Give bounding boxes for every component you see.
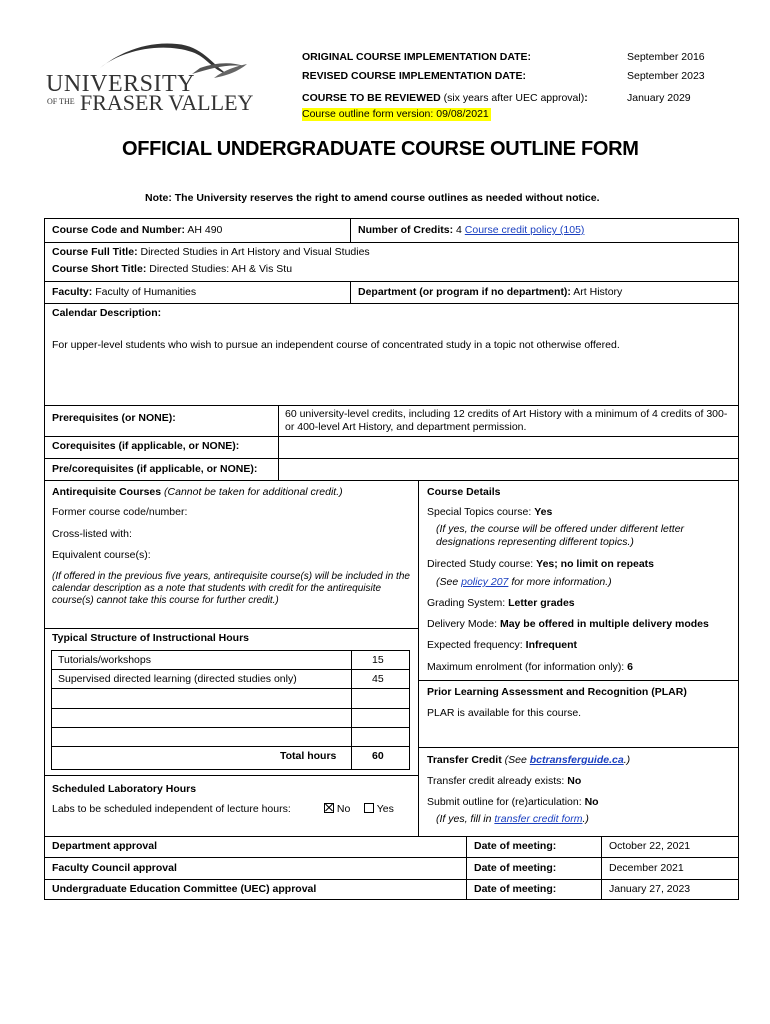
transfer-credit-form-link[interactable]: transfer credit form: [494, 813, 583, 825]
review-date-value: January 2029: [627, 92, 691, 104]
plar-text: PLAR is available for this course.: [427, 707, 582, 719]
approval-date-label: Date of meeting:: [474, 840, 557, 852]
amend-note: Note: The University reserves the right to amend course outlines as needed without notice.: [145, 192, 600, 204]
hours-table: [51, 650, 410, 770]
policy-207-link[interactable]: policy 207: [461, 576, 509, 588]
faculty: Faculty: Faculty of Humanities: [52, 286, 197, 298]
course-full-title: Course Full Title: Directed Studies in Art History and Visual Studies: [52, 246, 370, 258]
antireq-cross: Cross-listed with:: [52, 528, 132, 540]
precoreq-label: Pre/corequisites (if applicable, or NONE):: [52, 463, 258, 475]
hours-row-value: 45: [372, 673, 384, 685]
special-topics-note: (If yes, the course will be offered under different letter designations representing different topics.): [436, 523, 685, 548]
review-date-note: (six years after UEC approval): [443, 92, 585, 104]
revised-date-label: REVISED COURSE IMPLEMENTATION DATE:: [302, 70, 527, 82]
review-date-label: COURSE TO BE REVIEWED: [302, 92, 441, 104]
logo-of-the: OF THE: [47, 97, 75, 106]
antireq-note: (If offered in the previous five years, antirequisite course(s) will be included in the calendar description as a note that students with credit for the antirequisite course(s) cannot take this course for further credit.): [52, 571, 410, 606]
details-title: Course Details: [427, 486, 501, 498]
form-version: Course outline form version: 09/08/2021: [302, 108, 489, 120]
course-short-title: Course Short Title: Directed Studies: AH & Vis Stu: [52, 263, 293, 275]
approval-date-label: Date of meeting:: [474, 862, 557, 874]
approval-label: Faculty Council approval: [52, 862, 177, 874]
prereq-value: 60 university-level credits, including 12 credits of Art History with a minimum of 4 credits of 300- or 400-level Art History, and department permission.: [285, 408, 728, 433]
approval-date: January 27, 2023: [609, 883, 691, 895]
lab-yes-option[interactable]: Yes: [364, 803, 394, 816]
review-date-row: [302, 92, 588, 105]
approval-label: Undergraduate Education Committee (UEC) approval: [52, 883, 317, 895]
expected-frequency: Expected frequency: Infrequent: [427, 639, 577, 651]
hours-row-value: 15: [372, 654, 384, 666]
total-hours-value: 60: [372, 750, 384, 762]
course-code: Course Code and Number: AH 490: [52, 224, 223, 236]
lab-question: Labs to be scheduled independent of lecture hours:: [52, 803, 291, 815]
coreq-label: Corequisites (if applicable, or NONE):: [52, 440, 240, 452]
department: Department (or program if no department): Art History: [358, 286, 623, 298]
original-date-value: September 2016: [627, 51, 705, 63]
lab-no-option[interactable]: No: [324, 803, 350, 816]
ufv-logo: [42, 40, 252, 120]
transfer-exists: Transfer credit already exists: No: [427, 775, 582, 787]
revised-date-value: September 2023: [627, 70, 705, 82]
antireq-former: Former course code/number:: [52, 506, 188, 518]
approval-label: Department approval: [52, 840, 158, 852]
transfer-note: (If yes, fill in transfer credit form.): [436, 813, 589, 825]
hours-row-label: Supervised directed learning (directed studies only): [58, 673, 297, 685]
bctransferguide-link[interactable]: bctransferguide.ca: [529, 754, 624, 766]
antireq-title: Antirequisite Courses (Cannot be taken for additional credit.): [52, 486, 343, 498]
approval-date: December 2021: [609, 862, 684, 874]
transfer-submit: Submit outline for (re)articulation: No: [427, 796, 599, 808]
review-date-colon: :: [584, 92, 588, 104]
hours-row-label: Tutorials/workshops: [58, 654, 151, 666]
delivery-mode: Delivery Mode: May be offered in multiple delivery modes: [427, 618, 709, 630]
lab-title: Scheduled Laboratory Hours: [52, 783, 197, 795]
calendar-description: For upper-level students who wish to pursue an independent course of concentrated study in a topic not otherwise offered.: [52, 339, 620, 351]
approval-date-label: Date of meeting:: [474, 883, 557, 895]
credit-policy-link[interactable]: Course credit policy (105): [464, 224, 585, 236]
page-title: OFFICIAL UNDERGRADUATE COURSE OUTLINE FORM: [122, 138, 639, 160]
original-date-label: ORIGINAL COURSE IMPLEMENTATION DATE:: [302, 51, 532, 63]
total-hours-label: Total hours: [280, 750, 337, 762]
directed-study: Directed Study course: Yes; no limit on repeats: [427, 558, 655, 570]
approval-date: October 22, 2021: [609, 840, 691, 852]
max-enrolment: Maximum enrolment (for information only): 6: [427, 661, 633, 673]
hours-title: Typical Structure of Instructional Hours: [52, 632, 249, 644]
directed-study-note: (See policy 207 for more information.): [436, 576, 612, 588]
logo-fraser-valley: FRASER VALLEY: [80, 90, 254, 115]
antireq-equiv: Equivalent course(s):: [52, 549, 151, 561]
prereq-label: Prerequisites (or NONE):: [52, 412, 176, 424]
plar-title: Prior Learning Assessment and Recognition (PLAR): [427, 686, 687, 698]
logo-university: UNIVERSITY: [46, 71, 195, 97]
checkbox-icon[interactable]: [364, 803, 374, 813]
grading-system: Grading System: Letter grades: [427, 597, 575, 609]
special-topics: Special Topics course: Yes: [427, 506, 553, 518]
calendar-label: Calendar Description:: [52, 307, 162, 319]
course-credits: Number of Credits: 4 Course credit policy (105): [358, 224, 585, 236]
checkbox-checked-icon[interactable]: [324, 803, 334, 813]
transfer-title: Transfer Credit (See bctransferguide.ca.): [427, 754, 631, 766]
